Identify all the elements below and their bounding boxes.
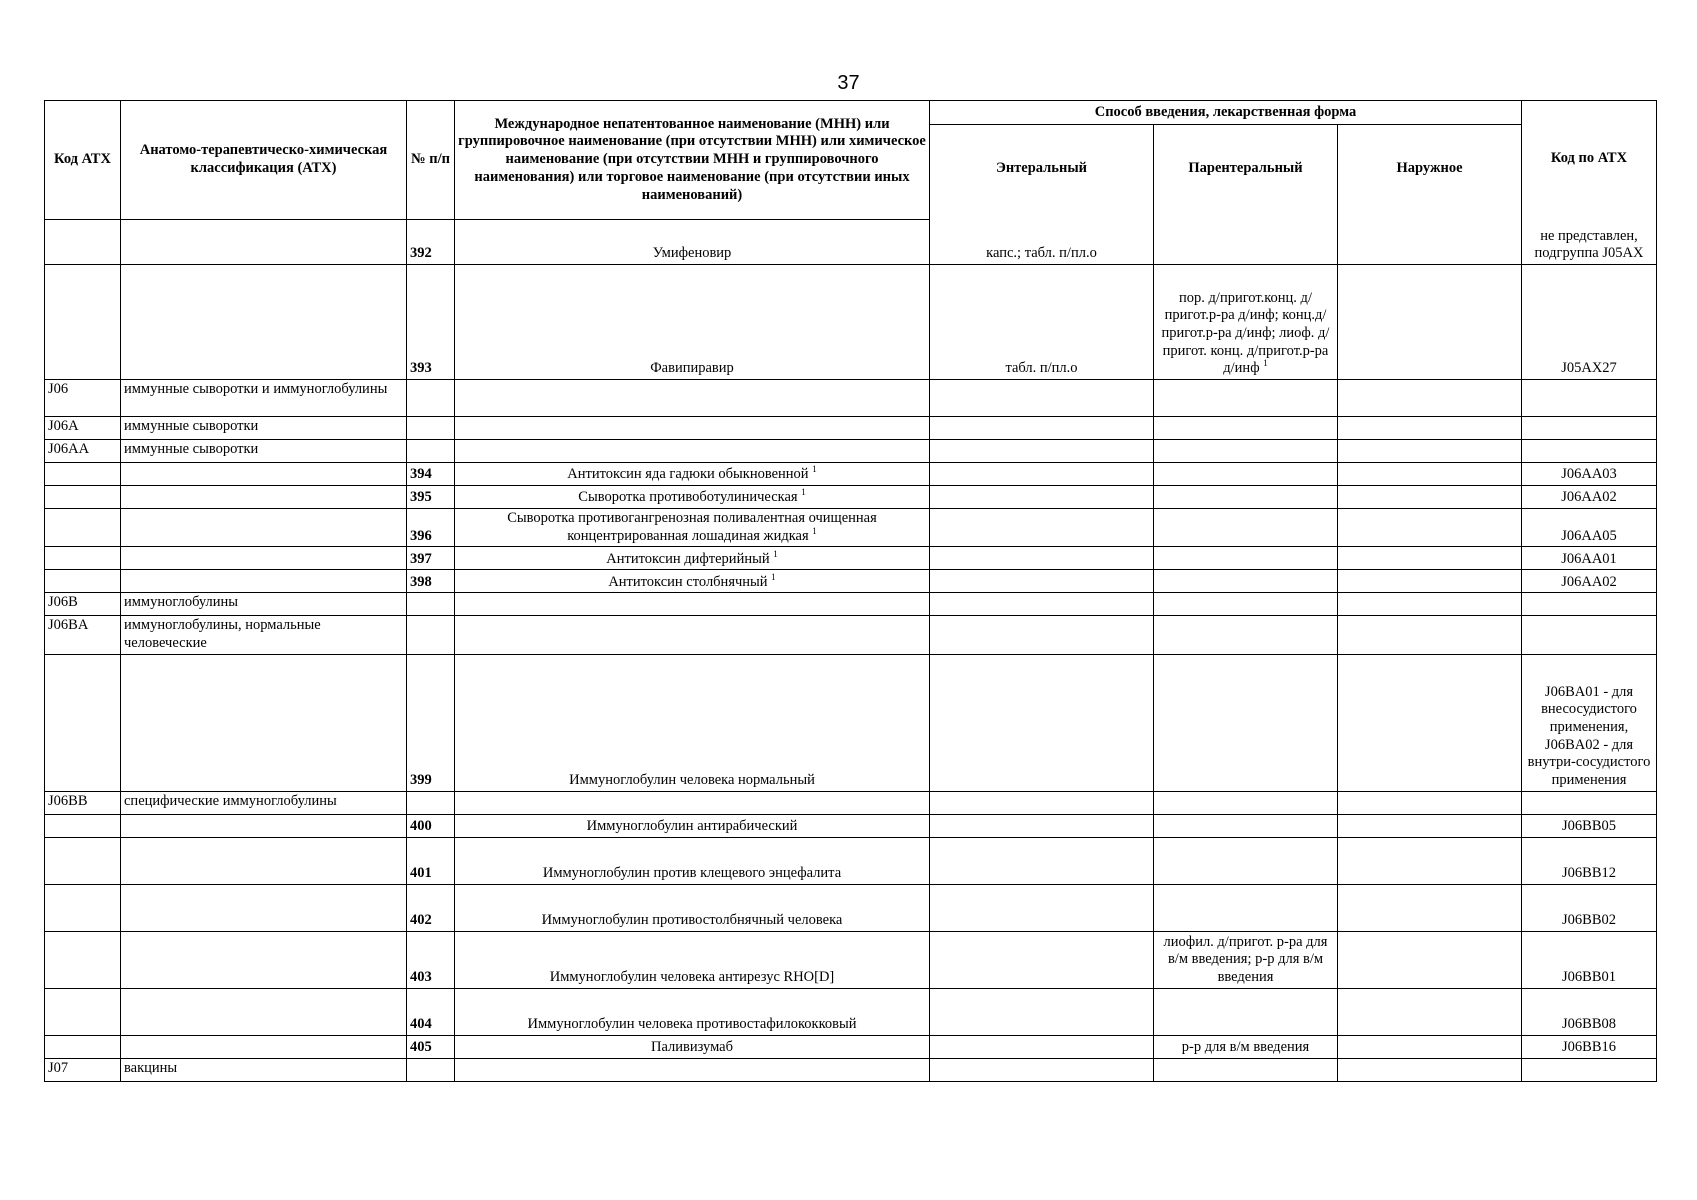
- enteral-cell: [930, 1058, 1154, 1081]
- inn-cell-text: Антитоксин столбнячный: [608, 573, 768, 590]
- table-row: [45, 884, 1657, 931]
- classification-cell-text: иммуноглобулины: [124, 594, 239, 611]
- inn-cell-text: Иммуноглобулин человека нормальный: [569, 772, 815, 789]
- external-cell: [1338, 988, 1522, 1035]
- table-row: [45, 509, 1657, 547]
- table-row: [45, 791, 1657, 814]
- atc-code-cell-text: J06BB02: [1562, 912, 1616, 929]
- inn-cell: [455, 1035, 930, 1058]
- atc-code-cell: [1522, 265, 1657, 380]
- classification-cell: [121, 593, 407, 616]
- external-cell: [1338, 547, 1522, 570]
- inn-cell: [455, 440, 930, 463]
- parenteral-cell: [1154, 265, 1338, 380]
- enteral-cell: [930, 380, 1154, 417]
- atc-code-cell-text: J06BB05: [1562, 818, 1616, 835]
- inn-cell: [455, 417, 930, 440]
- code-cell: [45, 265, 121, 380]
- number-cell: [407, 1058, 455, 1081]
- atc-code-cell: [1522, 791, 1657, 814]
- code-cell: [45, 837, 121, 884]
- inn-cell: [455, 791, 930, 814]
- external-cell: [1338, 616, 1522, 654]
- inn-cell-text: Паливизумаб: [650, 1039, 733, 1056]
- inn-cell: [455, 265, 930, 380]
- parenteral-cell: [1154, 1058, 1338, 1081]
- number-cell: [407, 417, 455, 440]
- table-row: [45, 931, 1657, 988]
- code-cell: [45, 440, 121, 463]
- external-cell: [1338, 509, 1522, 547]
- atc-code-cell: [1522, 547, 1657, 570]
- number-cell: [407, 988, 455, 1035]
- number-cell-text: 402: [410, 912, 432, 929]
- inn-cell: [455, 654, 930, 791]
- atc-code-cell-text: J06AA05: [1561, 527, 1617, 544]
- enteral-cell: [930, 791, 1154, 814]
- header-classification: Анатомо-терапевтическо-химическая классификация (АТХ): [121, 101, 407, 220]
- number-cell: [407, 616, 455, 654]
- atc-code-cell-text: J06AA02: [1561, 573, 1617, 590]
- classification-cell: [121, 417, 407, 440]
- code-cell-text: J06BA: [48, 617, 89, 634]
- code-cell: [45, 486, 121, 509]
- atc-value: не представлен, подгруппа J05AX: [1534, 227, 1644, 262]
- parenteral-cell: [1154, 884, 1338, 931]
- atc-code-cell: [1522, 593, 1657, 616]
- footnote-marker: 1: [771, 571, 776, 582]
- inn-cell: [455, 1058, 930, 1081]
- atc-code-cell-text: J06BB16: [1562, 1039, 1616, 1056]
- number-cell: [407, 791, 455, 814]
- table-row: [45, 547, 1657, 570]
- atc-code-cell-text: J06BA01 - для внесосудистого применения, J06BA02 - для внутри-сосудистого применения: [1527, 683, 1651, 789]
- table-row: [45, 440, 1657, 463]
- code-cell: [45, 593, 121, 616]
- atc-code-cell: [1522, 1058, 1657, 1081]
- number-cell: [407, 654, 455, 791]
- table-row: [45, 837, 1657, 884]
- number-cell-text: 395: [410, 489, 432, 506]
- classification-cell: [121, 440, 407, 463]
- classification-cell: [121, 654, 407, 791]
- external-cell: [1338, 486, 1522, 509]
- enteral-cell: [930, 440, 1154, 463]
- parenteral-cell: [1154, 988, 1338, 1035]
- classification-cell: [121, 837, 407, 884]
- enteral-cell: [930, 814, 1154, 837]
- parenteral-cell-text: пор. д/пригот.конц. д/пригот.р-ра д/инф; конц.д/пригот.р-ра д/инф; лиоф. д/пригот. конц. д/пригот.р-ра д/инф: [1161, 289, 1330, 377]
- number-cell-text: 404: [410, 1016, 432, 1033]
- header-label: Код по АТХ: [1550, 150, 1628, 166]
- inn-cell: [455, 593, 930, 616]
- table-row: [45, 1035, 1657, 1058]
- atc-code-cell: [1522, 509, 1657, 547]
- atc-code-cell: [1522, 570, 1657, 593]
- inn-cell: [455, 547, 930, 570]
- inn-cell-text: Антитоксин дифтерийный: [606, 550, 770, 567]
- parenteral-cell: [1154, 486, 1338, 509]
- inn-cell: [455, 486, 930, 509]
- code-cell: [45, 931, 121, 988]
- enteral-cell: [930, 616, 1154, 654]
- enteral-cell: [930, 837, 1154, 884]
- code-cell: [45, 988, 121, 1035]
- number-cell: [407, 1035, 455, 1058]
- classification-cell: [121, 570, 407, 593]
- number-cell: [407, 440, 455, 463]
- parenteral-cell: [1154, 417, 1338, 440]
- code-cell: [45, 570, 121, 593]
- external-cell: [1338, 417, 1522, 440]
- parenteral-cell: [1154, 547, 1338, 570]
- atc-code-cell: [1522, 654, 1657, 791]
- parenteral-cell: [1154, 509, 1338, 547]
- atc-code-cell: [1522, 486, 1657, 509]
- code-cell: [45, 616, 121, 654]
- code-cell-text: J06BB: [48, 792, 88, 809]
- classification-cell: [121, 486, 407, 509]
- parenteral-cell: [1154, 654, 1338, 791]
- table-row: [45, 654, 1657, 791]
- table-row: [45, 616, 1657, 654]
- atc-code-cell: [1522, 616, 1657, 654]
- number-cell: [407, 509, 455, 547]
- enteral-cell: [930, 884, 1154, 931]
- atc-code-cell: [1522, 837, 1657, 884]
- enteral-cell: [930, 570, 1154, 593]
- external-cell: [1338, 463, 1522, 486]
- footnote-marker: 1: [1263, 358, 1268, 369]
- classification-cell: [121, 547, 407, 570]
- external-cell: [1338, 791, 1522, 814]
- classification-cell-text: вакцины: [124, 1059, 178, 1076]
- classification-cell: [121, 616, 407, 654]
- table-row: [45, 570, 1657, 593]
- code-cell-text: J06A: [48, 418, 79, 434]
- atc-code-cell: [1522, 417, 1657, 440]
- parenteral-cell: [1154, 616, 1338, 654]
- atc-code-cell: [1522, 988, 1657, 1035]
- code-cell-text: J07: [48, 1059, 69, 1076]
- table-row: [45, 265, 1657, 380]
- enteral-cell: [930, 486, 1154, 509]
- header-code: Код АТХ: [45, 101, 121, 220]
- atc-code-cell: [1522, 931, 1657, 988]
- header-number: № п/п: [407, 101, 455, 220]
- classification-cell: [121, 463, 407, 486]
- parenteral-cell: [1154, 380, 1338, 417]
- external-cell: [1338, 1035, 1522, 1058]
- inn-cell: [455, 884, 930, 931]
- inn-cell: [455, 380, 930, 417]
- number-cell: [407, 486, 455, 509]
- external-cell: [1338, 814, 1522, 837]
- classification-cell: [121, 791, 407, 814]
- classification-cell: [121, 1058, 407, 1081]
- parenteral-cell: [1154, 814, 1338, 837]
- inn-cell-text: Сыворотка противоботулиническая: [578, 489, 798, 506]
- number-cell: [407, 463, 455, 486]
- code-cell: [45, 547, 121, 570]
- external-cell: [1338, 593, 1522, 616]
- enteral-cell: [930, 463, 1154, 486]
- classification-cell: [121, 265, 407, 380]
- inn-cell-text: Иммуноглобулин противостолбнячный человека: [541, 912, 843, 929]
- enteral-cell: [930, 593, 1154, 616]
- code-cell: [45, 884, 121, 931]
- classification-cell: [121, 220, 407, 265]
- classification-cell-text: иммунные сыворотки: [124, 418, 259, 434]
- inn-cell-text: Иммуноглобулин человека антирезус RHO[D]: [549, 969, 835, 986]
- inn-cell-text: Иммуноглобулин антирабический: [586, 818, 798, 835]
- drug-registry-table: [44, 100, 1657, 1082]
- number-cell: [407, 837, 455, 884]
- enteral-cell: [930, 509, 1154, 547]
- table-row: [45, 380, 1657, 417]
- parenteral-cell: [1154, 593, 1338, 616]
- number-cell: [407, 265, 455, 380]
- number-cell-text: 394: [410, 466, 432, 483]
- inn-cell: [455, 616, 930, 654]
- code-cell-text: J06: [48, 381, 69, 397]
- number-cell-text: 396: [410, 527, 432, 544]
- atc-code-cell-text: J06BB08: [1562, 1016, 1616, 1033]
- code-cell: [45, 417, 121, 440]
- external-cell: [1338, 265, 1522, 380]
- code-cell: [45, 654, 121, 791]
- atc-code-cell-text: J06AA03: [1561, 466, 1617, 483]
- number-cell: [407, 380, 455, 417]
- inn-cell: [455, 814, 930, 837]
- external-cell: [1338, 380, 1522, 417]
- table-row: [45, 988, 1657, 1035]
- header-external: [1338, 125, 1522, 265]
- table-row: [45, 593, 1657, 616]
- atc-code-cell: [1522, 463, 1657, 486]
- number-cell-text: 400: [410, 818, 432, 835]
- external-cell: [1338, 654, 1522, 791]
- number-cell: 392: [407, 220, 455, 265]
- route-value: капс.; табл. п/пл.о: [986, 245, 1097, 262]
- header-inn: Международное непатентованное наименование (МНН) или группировочное наименование (при отсутствии МНН) или химическое наименование (при отсутствии МНН и группировочного наименования) или торговое наименование (при отсутствии иных наименований): [455, 101, 930, 220]
- enteral-cell: [930, 547, 1154, 570]
- parenteral-cell-text: лиофил. д/пригот. р-ра для в/м введения; р-р для в/м введения: [1163, 933, 1328, 986]
- header-parenteral: [1154, 125, 1338, 265]
- header-label: Наружное: [1396, 160, 1463, 176]
- number-cell: [407, 593, 455, 616]
- code-cell: [45, 814, 121, 837]
- parenteral-cell: [1154, 1035, 1338, 1058]
- footnote-marker: 1: [801, 487, 806, 498]
- header-atc-code: [1522, 101, 1657, 265]
- external-cell: [1338, 570, 1522, 593]
- enteral-cell: [930, 265, 1154, 380]
- inn-cell: [455, 509, 930, 547]
- classification-cell-text: иммуноглобулины, нормальные человеческие: [124, 617, 321, 652]
- table-row: [45, 814, 1657, 837]
- inn-cell: [455, 570, 930, 593]
- inn-cell: [455, 837, 930, 884]
- number-cell-text: 399: [410, 772, 432, 789]
- table-row: [45, 486, 1657, 509]
- number-cell-text: 401: [410, 865, 432, 882]
- header-enteral: [930, 125, 1154, 265]
- enteral-cell: [930, 654, 1154, 791]
- page-number: 37: [837, 72, 860, 94]
- number-cell-text: 397: [410, 550, 432, 567]
- classification-cell: [121, 931, 407, 988]
- atc-code-cell-text: J06BB01: [1562, 969, 1616, 986]
- atc-code-cell-text: J05AX27: [1561, 360, 1617, 377]
- inn-cell: [455, 988, 930, 1035]
- code-cell: [45, 220, 121, 265]
- inn-cell: Умифеновир: [455, 220, 930, 265]
- code-cell: [45, 791, 121, 814]
- inn-cell-text: Фавипиравир: [650, 360, 734, 377]
- atc-code-cell: [1522, 884, 1657, 931]
- parenteral-cell: [1154, 440, 1338, 463]
- parenteral-cell-text: р-р для в/м введения: [1181, 1039, 1310, 1056]
- table-row: [45, 463, 1657, 486]
- footnote-marker: 1: [773, 548, 778, 559]
- header-route-group: Способ введения, лекарственная форма: [930, 101, 1522, 125]
- classification-cell: [121, 884, 407, 931]
- code-cell: [45, 1035, 121, 1058]
- number-cell-text: 393: [410, 360, 432, 377]
- classification-cell: [121, 988, 407, 1035]
- atc-code-cell: [1522, 1035, 1657, 1058]
- inn-cell-text: Иммуноглобулин против клещевого энцефалита: [542, 865, 842, 882]
- enteral-cell-text: табл. п/пл.о: [1005, 360, 1078, 377]
- number-cell-text: 403: [410, 969, 432, 986]
- inn-cell: [455, 931, 930, 988]
- external-cell: [1338, 440, 1522, 463]
- header-row: [45, 101, 1657, 125]
- inn-cell-text: Сыворотка противогангренозная поливалентная очищенная концентрированная лошадиная жидкая: [507, 510, 877, 544]
- atc-code-cell: [1522, 440, 1657, 463]
- parenteral-cell: [1154, 570, 1338, 593]
- header-label: Парентеральный: [1188, 160, 1303, 176]
- atc-code-cell: [1522, 814, 1657, 837]
- code-cell-text: J06AA: [48, 441, 90, 457]
- number-cell: [407, 814, 455, 837]
- classification-cell: [121, 1035, 407, 1058]
- external-cell: [1338, 1058, 1522, 1081]
- enteral-cell: [930, 988, 1154, 1035]
- classification-cell-text: специфические иммуноглобулины: [124, 792, 337, 809]
- code-cell: [45, 463, 121, 486]
- number-cell: [407, 931, 455, 988]
- classification-cell: [121, 509, 407, 547]
- code-cell: [45, 1058, 121, 1081]
- inn-cell-text: Иммуноглобулин человека противостафилококковый: [527, 1016, 857, 1033]
- classification-cell-text: иммунные сыворотки: [124, 441, 259, 457]
- parenteral-cell: [1154, 791, 1338, 814]
- inn-cell: [455, 463, 930, 486]
- enteral-cell: [930, 417, 1154, 440]
- number-cell: [407, 570, 455, 593]
- footnote-marker: 1: [812, 525, 817, 536]
- external-cell: [1338, 931, 1522, 988]
- parenteral-cell: [1154, 837, 1338, 884]
- number-cell: [407, 547, 455, 570]
- enteral-cell: [930, 1035, 1154, 1058]
- code-cell: [45, 380, 121, 417]
- classification-cell: [121, 380, 407, 417]
- number-cell: [407, 884, 455, 931]
- classification-cell: [121, 814, 407, 837]
- footnote-marker: 1: [812, 464, 817, 475]
- parenteral-cell: [1154, 463, 1338, 486]
- enteral-cell: [930, 931, 1154, 988]
- header-label: Энтеральный: [995, 160, 1088, 176]
- atc-code-cell-text: J06BB12: [1562, 865, 1616, 882]
- external-cell: [1338, 884, 1522, 931]
- atc-code-cell: [1522, 380, 1657, 417]
- atc-code-cell-text: J06AA02: [1561, 489, 1617, 506]
- number-cell-text: 398: [410, 573, 432, 590]
- atc-code-cell-text: J06AA01: [1561, 550, 1617, 567]
- code-cell: [45, 509, 121, 547]
- number-cell-text: 405: [410, 1039, 432, 1056]
- table-row: [45, 1058, 1657, 1081]
- classification-cell-text: иммунные сыворотки и иммуноглобулины: [124, 381, 388, 397]
- external-cell: [1338, 837, 1522, 884]
- code-cell-text: J06B: [48, 594, 78, 611]
- inn-cell-text: Антитоксин яда гадюки обыкновенной: [567, 466, 809, 483]
- table-row: [45, 417, 1657, 440]
- parenteral-cell: [1154, 931, 1338, 988]
